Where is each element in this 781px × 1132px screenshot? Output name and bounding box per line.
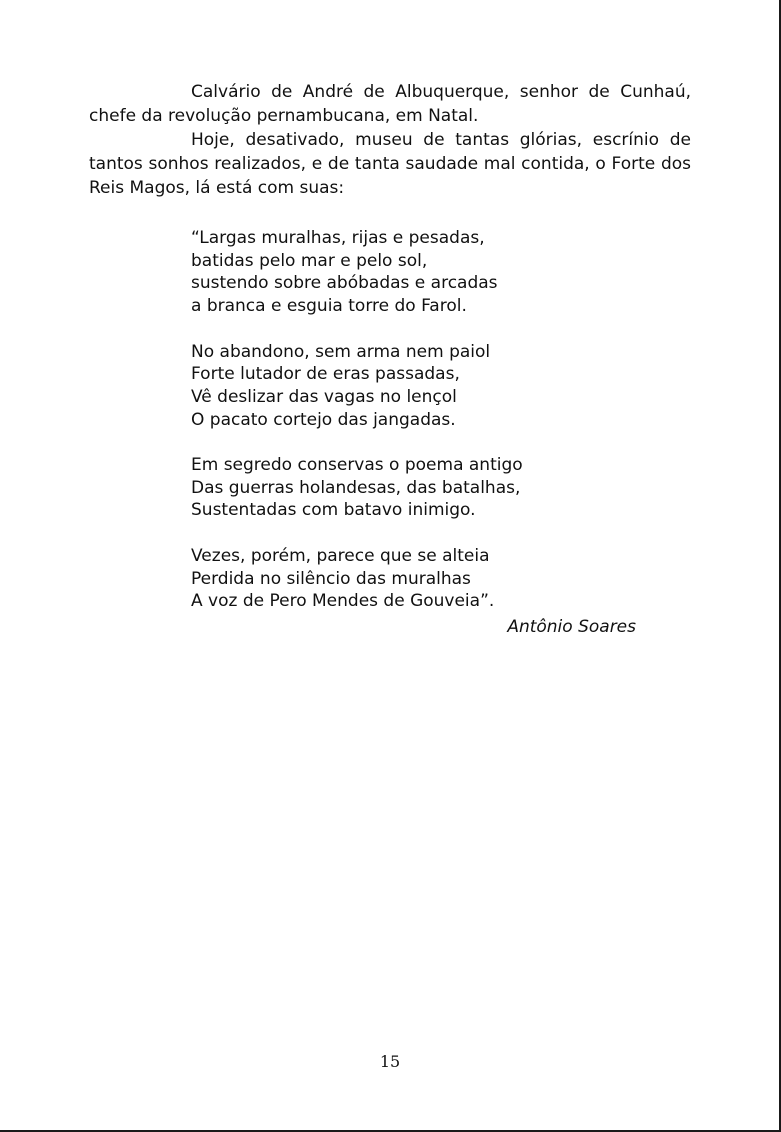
page-number: 15 [379, 1052, 401, 1071]
poem-line: “Largas muralhas, rijas e pesadas, [191, 228, 485, 248]
poem-stanza [191, 454, 651, 522]
poem-line: Das guerras holandesas, das batalhas, [191, 477, 521, 498]
poem-author: Antônio Soares [507, 617, 636, 637]
poem-stanza [191, 545, 651, 613]
poem-stanza [191, 341, 651, 432]
poem-line: Forte lutador de eras passadas, [191, 364, 460, 385]
poem-line: No abandono, sem arma nem paiol [191, 341, 491, 362]
poem-stanza [191, 227, 651, 318]
poem-line: a branca e esguia torre do Farol. [191, 296, 467, 317]
poem-line: A voz de Pero Mendes de Gouveia”. [191, 591, 495, 612]
poem-line: Perdida no silêncio das muralhas [191, 568, 471, 589]
poem-line: O pacato cortejo das jangadas. [191, 409, 456, 430]
poem-line: Vezes, porém, parece que se alteia [191, 545, 490, 566]
paragraph: Hoje, desativado, museu de tantas glórias, escrínio de tantos sonhos realizados, e de tanta saudade mal contida, o Forte dos Reis Magos, lá está com suas: [89, 130, 691, 198]
poem [191, 227, 651, 613]
poem-line: Em segredo conservas o poema antigo [191, 455, 523, 475]
prose-section [89, 80, 691, 200]
paragraph: Calvário de André de Albuquerque, senhor de Cunhaú, chefe da revolução pernambucana, em Natal. [89, 82, 691, 126]
poem-line: Vê deslizar das vagas no lençol [191, 386, 457, 407]
poem-line: sustendo sobre abóbadas e arcadas [191, 273, 498, 294]
poem-line: batidas pelo mar e pelo sol, [191, 250, 428, 271]
poem-line: Sustentadas com batavo inimigo. [191, 500, 476, 521]
